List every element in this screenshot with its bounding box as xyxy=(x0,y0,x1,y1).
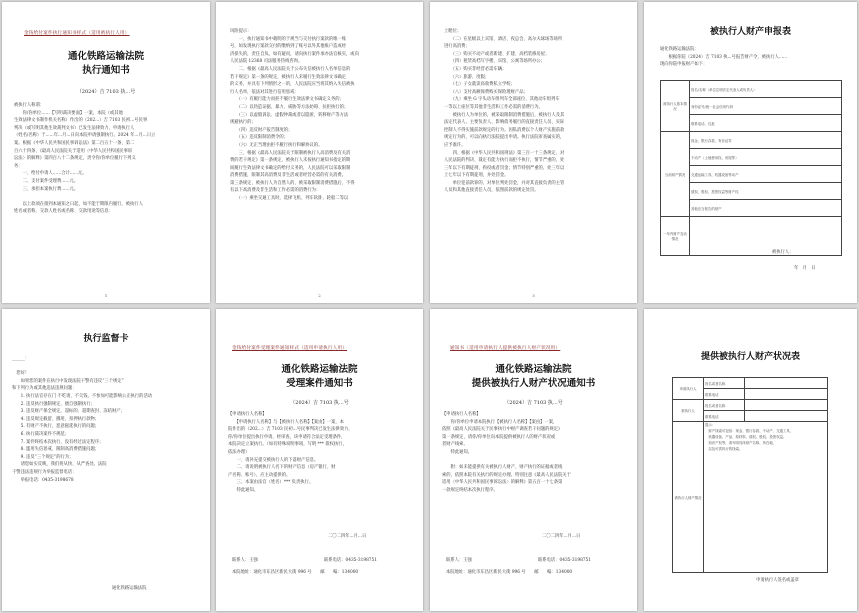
body-text xyxy=(442,411,571,495)
text-line: 行人名单，依法对其进行信用惩戒： xyxy=(230,89,299,95)
table-cell: 其他应当报告的财产 xyxy=(690,200,842,217)
text-line: 单位犯前款罪的，对单位判处罚金，并对其直接负责的主管 xyxy=(444,180,565,186)
contact-phone: 联系电话：0435-3198751 xyxy=(324,558,378,563)
text-line: 如果您的案件在执行中发现法院干警有违反“三个规定” xyxy=(12,378,124,384)
text-line: 二、请说明被执行人名下的财产信息（房产银行、财 xyxy=(228,465,336,471)
page-acceptance-notice xyxy=(216,309,423,611)
text-line: 被执行人为单位的，被采取限制消费措施后，被执行人及其 xyxy=(444,112,565,118)
signature-date: 年 月 日 xyxy=(794,266,816,271)
text-line: 现向你院申报财产如下： xyxy=(660,62,708,68)
text-line: 讼法〉的解释》第四百八十二条规定，责令你/你单位履行下列义 xyxy=(14,156,136,162)
text-line: 你/你单位申请本院执行【被执行人名称】【案由】一案， xyxy=(442,419,558,425)
text-line: （四）违反财产报告制度的； xyxy=(230,127,293,133)
text-line: 人民法院的判决、裁定有能力执行而拒不执行，情节严重的，处 xyxy=(444,158,565,164)
property-details xyxy=(704,422,828,573)
text-line: 提示： xyxy=(705,423,716,427)
text-line: 三、承担本案执行费......元。 xyxy=(14,186,79,192)
text-line: 上七年以下有期徒刑，并处罚金。 xyxy=(444,173,509,179)
document-header: 金钱给付案件受理案件通知样式（适用申请执行人用） xyxy=(232,346,348,351)
text-line: 以及可供执行的线索。 xyxy=(705,447,743,451)
text-line: 二、根据《最高人民法院关于公布失信被执行人名单信息的 xyxy=(230,66,351,72)
signature-label: 被执行人： xyxy=(772,250,794,255)
declaration-table xyxy=(660,80,842,256)
text-line: 应予准许。 xyxy=(444,142,466,148)
text-line: 以上款项在接到本通知之日起，如不能于期限内履行，被执行人 xyxy=(14,201,143,207)
text-line: （姓名/名称）于......年...月...日向本院申请强制执行。2024 年...月...日立 xyxy=(14,133,156,139)
document-title: 受理案件通知书 xyxy=(286,378,353,389)
text-line: 姓名或者称、交款人姓名或名称、交款用途等信息： xyxy=(14,209,113,215)
text-line: 一、请补充提交被执行人的下落财产信息。 xyxy=(228,457,319,463)
court-address: 本院地址：通化市东昌区新民大街 996 号 邮 编：134000 xyxy=(446,570,573,575)
table-cell: 不动产（土地使用权、房屋等） xyxy=(690,149,842,166)
text-line: 三、本案由法官（姓名）*** 负责执行。 xyxy=(228,480,314,486)
case-number: （2024）吉 7103 执...号 xyxy=(290,400,349,406)
text-line: 被执行人称谓： xyxy=(14,103,45,108)
document-header: 通知书（适用申请执行人提供被执行人财产状况用） xyxy=(450,346,561,351)
table-row xyxy=(661,217,842,256)
text-line: （五）违反限制消费令的； xyxy=(230,135,289,141)
notice-date: 二〇二四年...月...日 xyxy=(542,534,581,539)
row-group-label: 当前财产情况 xyxy=(661,132,690,217)
text-line: 依法办理） xyxy=(228,449,250,455)
text-line: 适用〈中华人民共和国民事诉讼法〉的解释》第五百一十七条第 xyxy=(442,480,563,486)
table-row xyxy=(673,400,828,411)
table-row xyxy=(673,422,828,573)
text-line: 【申请执行人名称】 xyxy=(228,412,267,417)
page-property-info-notice xyxy=(430,309,637,611)
property-label: 被执行人财产情况 xyxy=(673,422,704,573)
field-value xyxy=(745,378,828,389)
court-title: 通化铁路运输法院 xyxy=(281,364,358,375)
table-cell: 交通运输工具、机器设备等动产 xyxy=(690,166,842,183)
page-number: 2 xyxy=(318,293,321,298)
text-line: 你/你单位提出执行申请，经审查，该申请符合法定受理条件， xyxy=(228,434,346,440)
page-property-status-form xyxy=(644,309,857,611)
text-line: 判决（或写明其他生效裁判文书）已发生法律效力，申请执行人 xyxy=(14,125,135,131)
field-label: 联系电话 xyxy=(704,389,745,400)
document-title: 提供被执行人财产状况通知书 xyxy=(471,378,596,389)
text-line: 号，如发现执行案款交付的缴纳到了账号以外其他账户造成经 xyxy=(230,44,347,50)
text-line: （三）购买不动产或者新建、扩建、高档装修房屋； xyxy=(444,51,550,57)
text-line: 院作出的（202...）吉 7103 民初...号民事判决已发生法律效力， xyxy=(228,427,353,433)
text-line: 特此通知。 xyxy=(442,449,473,455)
page-number: 1 xyxy=(104,293,108,298)
text-line: 9. 违反“三个规定”的行为； xyxy=(12,454,74,460)
text-line: 第一条规定，请你/你单位向本院提供被执行人的财产状况或 xyxy=(442,434,556,440)
page-supervision-card xyxy=(2,309,210,611)
text-line: 本院决定立案执行。（如有特殊说明事项，写明 *** 债权执行， xyxy=(228,442,347,448)
text-line: 知识产权等，请写明具体财产名称、所在地、 xyxy=(705,441,777,445)
page-number: 3 xyxy=(532,293,535,298)
body-text xyxy=(230,28,359,203)
row-group-label: 被执行人基本情况 xyxy=(661,81,690,132)
text-line: （六）无正当理由拒不履行执行和解协议的。 xyxy=(230,142,323,148)
text-line: 一、执行通知书中载明的于规当与交付执行案款的唯一账 xyxy=(230,36,347,42)
table-row xyxy=(673,378,828,389)
text-line: （一）乘坐交通工具时，选择飞机、列车软卧、轮船二等以 xyxy=(230,196,349,202)
field-label: 姓名或者名称 xyxy=(704,400,745,411)
court-title: 通化铁路运输法院 xyxy=(67,51,144,62)
court-title: 通化铁路运输法院 xyxy=(495,364,572,375)
page-execution-notice xyxy=(2,2,210,303)
table-row xyxy=(661,132,842,149)
document-header: 金钱给付案件执行通知书样式（适用被执行人用） xyxy=(24,31,130,36)
table-cell: 姓名/名称（单位注明法定代表人或负责人） xyxy=(690,81,842,98)
text-line xyxy=(12,363,152,371)
field-label: 姓名或者名称 xyxy=(704,378,745,389)
text-line: 1. 执行法官存在门 不吃请、不欠钱，不参加可能影响公正执行的活动 xyxy=(12,393,153,399)
case-number: （2024）吉 7103 执...号 xyxy=(76,89,136,95)
text-line: 依照《最高人民法院关于民事执行中财产调查若干问题的规定》 xyxy=(442,427,563,433)
text-line: 规避执行的； xyxy=(230,120,256,126)
document-title: 执行通知书 xyxy=(82,65,130,76)
text-line: 上舱位； xyxy=(444,29,462,34)
form-title: 提供被执行人财产状况表 xyxy=(700,352,800,362)
table-cell xyxy=(690,217,842,256)
text-line: 三年以下有期徒刑、拘役或者罚金；情节特别严重的，处三年以 xyxy=(444,165,565,171)
text-line: 一等以上座位等其他非生活和工作必需的消费行为。 xyxy=(444,104,543,110)
card-title: 执行监督卡 xyxy=(83,334,129,344)
text-line: 【申请执行人名称】与【被执行人名称】【案由】一案，本 xyxy=(228,419,345,425)
text-line: （六）旅游、度假； xyxy=(444,74,490,80)
text-line: 规定行为的，可以向执行法院提出申请。执行法院审查属实的， xyxy=(444,135,565,141)
text-line: 若干规定》第一条的规定，被执行人未履行生效法律文书确定 xyxy=(230,74,347,80)
text-line: 济损失的，责任自负。如有疑问，请向执行案件承办法官核实，或向 xyxy=(230,51,359,57)
party-label: 申请执行人 xyxy=(673,378,704,400)
text-line: （四）租赁高档写字楼、宾馆、公寓等场所办公； xyxy=(444,59,545,65)
text-line: 特此通知。 xyxy=(228,487,259,493)
text-line: （九）乘坐 G 字头动车组列车全部座位、其他动车组列车 xyxy=(444,97,560,103)
text-line: 附：如未能提供有关被执行人财产、财产执行的证据或者线 xyxy=(442,465,563,471)
text-line: 请您如实反映，我们将从快、从严查处。法院 xyxy=(12,462,107,468)
text-line: 根据你院（2024）吉 7103 执...号报告财产令，被执行人...... xyxy=(660,54,788,60)
form-title: 被执行人财产申报表 xyxy=(709,27,791,37)
text-line: 风险提示： xyxy=(230,29,252,34)
table-cell: 债权、股权、投资权益等财产权 xyxy=(690,183,842,200)
form-intro xyxy=(660,46,787,69)
text-line: 举报电话：0435-3198678 xyxy=(12,477,74,483)
text-line: 百六十四条、《最高人民法院关于适用〈中华人民共和国民事诉 xyxy=(14,148,133,154)
table-row xyxy=(661,81,842,98)
text-line: 者财产线索。 xyxy=(442,442,468,448)
text-line: 6. 执行裁决案件不规范； xyxy=(12,431,70,437)
text-line: 2. 违反执行强制规定，擅自强制执行； xyxy=(12,401,95,407)
text-line: 务： xyxy=(14,163,23,169)
text-line: 人员和其他直接责任人员，依照前款的规定处罚。 xyxy=(444,188,539,194)
page-property-declaration xyxy=(644,2,857,303)
text-line: 干警违法违规行为举报监督电话： xyxy=(12,469,77,475)
text-line: （五）购买非经营必需车辆； xyxy=(444,66,507,72)
text-line: 一、给付申请人……合计......元。 xyxy=(14,171,87,177)
property-status-table xyxy=(672,377,828,573)
text-line: 四、根据《中华人民共和国刑法》第三百一十三条规定，对 xyxy=(444,150,565,156)
page-risk-warning-continued xyxy=(430,2,637,303)
party-label: 被执行人 xyxy=(673,400,704,422)
text-line: 你/你单位……【写明裁决要面】一案，本院（或其他 xyxy=(14,110,123,116)
text-line: 生效法律文书制作机关名称）作出的（202...）吉 7103 民初...号民事 xyxy=(14,118,148,124)
text-line: 5. 有财产不执行，恶意拖延执行的问题； xyxy=(12,424,100,430)
text-line: 的义务，并具有下列情形之一的，人民法院应当将其纳入失信被执 xyxy=(230,82,355,88)
text-line: （八）支付高额保费购买保险理财产品； xyxy=(444,89,528,95)
text-line: 和下列行为或其他违法违规问题： xyxy=(12,386,77,392)
text-line: 4. 违反规定截留、挪用、扣押执行款物； xyxy=(12,416,100,422)
text-line: 通化铁路运输法院： xyxy=(660,47,699,52)
notice-date: 二〇二四年...月...日 xyxy=(328,534,367,539)
court-address: 本院地址：通化市东昌区新民大街 996 号 邮 编：134000 xyxy=(232,570,359,575)
text-line: ______： xyxy=(12,356,30,361)
row-group-label: 一年内财产变动情况 xyxy=(661,217,690,256)
contact-person: 联系人：王强 xyxy=(232,558,258,563)
body-text xyxy=(12,355,152,484)
text-line xyxy=(14,193,155,201)
table-cell: 现金、银行存款、有价证券 xyxy=(690,132,842,149)
text-line: 法定代表人、主要负责人、影响债务履行的直接责任人员、实际 xyxy=(444,120,565,126)
text-line: 第三条规定，被执行人为自然人的，被采取限制消费措施后，不得 xyxy=(230,180,355,186)
text-line: 机器设备、产品、原材料、债权、股权、投资权益、 xyxy=(705,435,787,439)
text-line: （二）以伪造证据、暴力、威胁等方法妨碍、抗拒执行的； xyxy=(230,104,349,110)
text-line: （二）在星级以上宾馆、酒店、夜总会、高尔夫球场等场所 xyxy=(444,36,563,42)
text-line: 您好！ xyxy=(12,371,30,377)
text-line: 有以下高消费及非生活和工作必需的消费行为： xyxy=(230,188,321,194)
text-line: （三）以虚假诉讼、虚假仲裁或者以隐匿、转移财产等方法 xyxy=(230,112,349,118)
text-line: 人民法院 12368 司法服务热线咨询。 xyxy=(230,59,303,65)
text-line: （七）子女就读高收费私立学校； xyxy=(444,82,515,88)
text-line: 产名称、账号），应主动提供的。 xyxy=(228,472,291,478)
field-value xyxy=(745,389,828,400)
text-line: 消费措施，限制其高消费及非生活或者经营必需的有关消费。 xyxy=(230,173,347,179)
text-line: 间履行生效法律文书确定的给付义务的，人民法院可以采取限制 xyxy=(230,165,351,171)
field-label: 联系电话 xyxy=(704,411,745,422)
text-line: 索的，依照本院有关执行的规定办理。特别注意《最高人民法院关于 xyxy=(442,472,571,478)
text-line: 8. 滥用失信惩戒、限制高消费措施问题； xyxy=(12,447,100,453)
text-line: 三、根据《最高人民法院关于限制被执行人高消费及有关消 xyxy=(230,150,351,156)
court-footer: 通化铁路运输法院 xyxy=(112,586,147,591)
table-cell: 联系电话、住址 xyxy=(690,115,842,132)
contact-phone: 联系电话：0435-3198751 xyxy=(538,558,592,563)
body-text xyxy=(228,411,353,495)
text-line: 3. 违反财产保全规定，超标的、超期查封、冻结财产； xyxy=(12,409,125,415)
text-line: 控制人不得实施前款规定的行为。因私消费以个人财产实施前款 xyxy=(444,127,565,133)
field-value xyxy=(745,411,828,422)
text-line: 案。根据《中华人民共和国民事诉讼法》第二百五十一条、第二 xyxy=(14,140,135,146)
table-cell: 身份证号/统一社会信用代码 xyxy=(690,98,842,115)
text-line: 费的若干规定》第一条规定，被执行人未按执行通知书指定的期 xyxy=(230,158,351,164)
text-line xyxy=(442,457,571,465)
field-value xyxy=(745,400,828,411)
text-line: 一款规定终结本次执行程序。 xyxy=(442,487,498,493)
text-line: 财产线索可包括：现金、银行存款、不动产、交通工具、 xyxy=(705,429,794,433)
case-number: （2024）吉 7103 执...号 xyxy=(504,400,563,406)
text-line: 进行高消费； xyxy=(444,44,470,50)
body-text xyxy=(444,28,564,195)
text-line: 7. 案件终结本次执行，没有经过法定程序； xyxy=(12,439,104,445)
text-line: 二、支付案件受理费......元。 xyxy=(14,178,79,184)
applicant-signature: 申请执行人签名或盖章 xyxy=(756,578,799,583)
text-line: （一）有履行能力而拒不履行生效法律文书确定义务的； xyxy=(230,97,344,103)
text-line: 【申请执行人名称】 xyxy=(442,412,481,417)
contact-person: 联系人：王强 xyxy=(446,558,472,563)
body-text xyxy=(14,102,155,216)
page-risk-warning xyxy=(216,2,423,303)
